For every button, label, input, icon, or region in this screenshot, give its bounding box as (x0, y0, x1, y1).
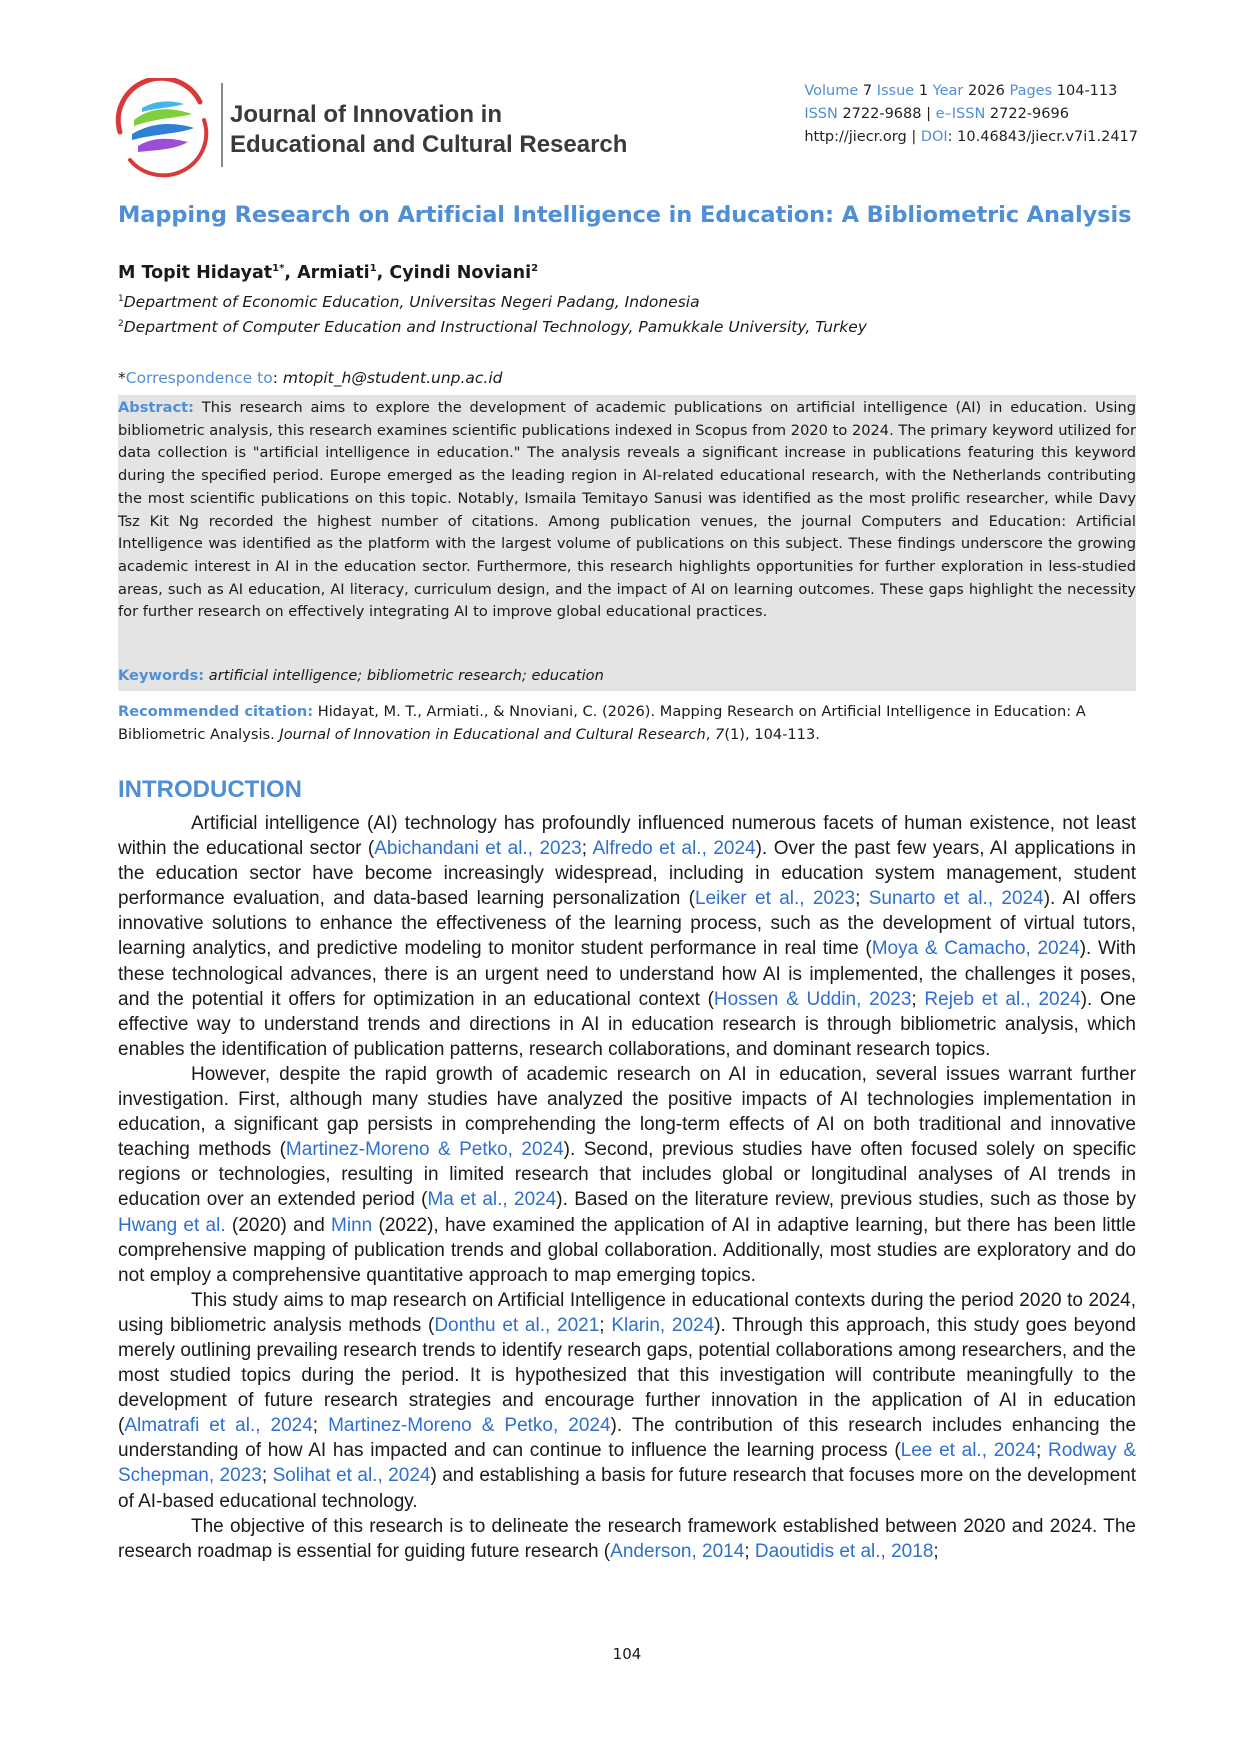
meta-value: 2722-9696 (989, 106, 1069, 122)
citation-link[interactable]: Rejeb et al., 2024 (924, 988, 1081, 1010)
body-text-segment: The objective of this research is to delineate the research framework established between 2020 and 2024. The research roadmap is essential for guiding future research ( (118, 1515, 1136, 1562)
keywords (118, 667, 604, 684)
recommended-citation-sep: , (705, 726, 716, 743)
author-name: M Topit Hidayat (118, 263, 273, 283)
abstract-text: This research aims to explore the development of academic publications on artificial intelligence (AI) in education. Using bibliometric analysis, this research examines scientific publications indexed in Scopus from 2020 to 2024. The primary keyword utilized for data collection is "artificial intelligence in education." The analysis reveals a significant increase in publications featuring this keyword during the specified period. Europe emerged as the leading region in AI-related educational research, with the Netherlands contributing the most scientific publications on this topic. Notably, Ismaila Temitayo Sanusi was identified as the most prolific researcher, while Davy Tsz Kit Ng recorded the highest number of citations. Among publication venues, the journal Computers and Education: Artificial Intelligence was identified as the platform with the largest volume of publications on this subject. These findings underscore the growing academic interest in AI in the education sector. Furthermore, this research highlights opportunities for further exploration in less-studied areas, such as AI education, AI literacy, curriculum design, and the impact of AI on learning outcomes. These gaps highlight the necessity for further research on effectively integrating AI to improve global educational practices. (118, 399, 1137, 621)
citation-link[interactable]: Alfredo et al., 2024 (592, 838, 756, 860)
citation-link[interactable]: Daoutidis et al., 2018 (754, 1540, 934, 1562)
citation-link[interactable]: Abichandani et al., 2023 (374, 838, 582, 860)
body-text-segment: ). With these technological advances, there is an urgent need to understand how AI is implemented, the challenges it poses, and the potential it offers for optimization in an educational context ( (118, 938, 1136, 1010)
affiliation-2 (118, 318, 867, 336)
body-paragraph-1 (118, 811, 1136, 1062)
affiliation-1-text: Department of Economic Education, Universitas Negeri Padang, Indonesia (123, 293, 700, 311)
keywords-text: artificial intelligence; bibliometric research; education (208, 667, 604, 684)
citation-link[interactable]: Sunarto et al., 2024 (868, 888, 1044, 910)
introduction-body (118, 811, 1136, 1564)
body-text-segment: ; (1035, 1440, 1048, 1462)
body-text-segment: ; (855, 888, 869, 910)
article-page (118, 0, 1136, 1754)
meta-doi-line[interactable] (804, 126, 1138, 149)
author-2 (297, 263, 377, 283)
body-text-segment: ) and establishing a basis for future research that focuses more on the development of AI-based educational technology. (118, 1465, 1136, 1512)
citation-link[interactable]: Donthu et al., 2021 (434, 1314, 600, 1336)
citation-link[interactable]: Anderson, 2014 (610, 1540, 745, 1562)
citation-link[interactable]: Lee et al., 2024 (900, 1440, 1036, 1462)
body-text-segment: ; (744, 1540, 755, 1562)
body-paragraph-2 (118, 1062, 1136, 1288)
author-list: M Topit Hidayat$^{1*}$, Armiati$^1$, Cyindi Noviani$^2$ (118, 263, 539, 283)
journal-logo-icon (108, 78, 218, 178)
abstract (118, 397, 1136, 624)
affiliation-2-marker: 2 (118, 318, 124, 329)
citation-link[interactable]: Leiker et al., 2023 (694, 888, 856, 910)
correspondence-email[interactable]: mtopit_h@student.unp.ac.id (282, 369, 503, 387)
body-text-segment: However, despite the rapid growth of academic research on AI in education, several issues warrant further investigation. First, although many studies have analyzed the positive impacts of AI technologies implementation in education, a significant gap persists in comprehending the long-term effects of AI on both traditional and innovative teaching methods ( (118, 1063, 1136, 1161)
author-name: Cyindi Noviani (389, 263, 532, 283)
article-title: Mapping Research on Artificial Intelligence in Education: A Bibliometric Analysis (118, 202, 1132, 228)
meta-value: http://jiecr.org | (804, 129, 921, 145)
body-text-segment: (2020) and (225, 1214, 332, 1236)
author-affiliation-marker: 1* (272, 263, 285, 275)
recommended-citation-label: Recommended citation: (118, 703, 314, 720)
citation-link[interactable]: Martinez-Moreno & Petko, 2024 (285, 1139, 564, 1161)
body-text-segment: ). Based on the literature review, previous studies, such as those by (556, 1189, 1136, 1211)
author-name: Armiati (297, 263, 370, 283)
body-text-segment: ). AI offers innovative solutions to enhance the effectiveness of the learning process, such as the development of virtual tutors, learning analytics, and predictive modeling to monitor student performance in real time ( (118, 888, 1137, 960)
meta-value: 2026 (967, 83, 1010, 99)
recommended-citation-text: Hidayat, M. T., Armiati., & Nnoviani, C. (2026). Mapping Research on Artificial Intelligence in Education: A Bibliometric Analysis. (118, 703, 1086, 743)
publication-meta (804, 80, 1138, 149)
affiliation-2-text: Department of Computer Education and Instructional Technology, Pamukkale University, Turkey (123, 318, 867, 336)
body-text-segment: ). The contribution of this research includes enhancing the understanding of how AI has impacted and can continue to influence the learning process ( (118, 1415, 1137, 1462)
author-affiliation-marker: 2 (531, 263, 539, 275)
body-text-segment: ; (599, 1314, 612, 1336)
meta-volume-issue-line (804, 80, 1138, 103)
meta-value: 7 (862, 83, 877, 99)
keywords-label: Keywords: (118, 667, 205, 684)
body-text-segment: ; (261, 1465, 273, 1487)
body-text-segment: ; (581, 838, 593, 860)
citation-link[interactable]: Almatrafi et al., 2024 (124, 1415, 313, 1437)
meta-value: 1 (918, 83, 933, 99)
meta-value: 2722-9688 | (842, 106, 936, 122)
journal-header (108, 78, 1138, 178)
correspondence-marker: * (118, 369, 126, 387)
correspondence: *Correspondence to: mtopit_h@student.unp.ac.id (118, 369, 503, 387)
affiliation-1-marker: 1 (118, 293, 124, 304)
citation-link[interactable]: Solihat et al., 2024 (272, 1465, 431, 1487)
body-paragraph-3 (118, 1288, 1136, 1514)
citation-link[interactable]: Ma et al., 2024 (427, 1189, 557, 1211)
body-text-segment: ). Through this approach, this study goes beyond merely outlining prevailing research trends to identify research gaps, potential collaborations among researchers, and the most studied topics during the period. It is hypothesized that this investigation will contribute meaningfully to the development of future research strategies and encourage further innovation in the application of AI in education ( (118, 1314, 1136, 1437)
body-text-segment: ; (312, 1415, 329, 1437)
body-text-segment: ). Over the past few years, AI applications in the education sector have become increasingly widespread, including in education system management, student performance evaluation, and data-based learning personalization ( (118, 838, 1136, 910)
citation-link[interactable]: Hossen & Uddin, 2023 (713, 988, 912, 1010)
correspondence-label: Correspondence to (125, 369, 273, 387)
meta-value: 104-113 (1056, 83, 1118, 99)
journal-name-line-2: Educational and Cultural Research (230, 131, 628, 158)
citation-link[interactable]: Moya & Camacho, 2024 (871, 938, 1080, 960)
author-affiliation-marker: 1 (369, 263, 377, 275)
meta-label: DOI (920, 129, 948, 145)
body-text-segment: Artificial intelligence (AI) technology has profoundly influenced numerous facets of human existence, not least within the educational sector ( (118, 813, 1136, 860)
affiliation-1 (118, 293, 700, 311)
meta-label: e–ISSN (935, 106, 990, 122)
meta-label: Issue (876, 83, 919, 99)
recommended-citation-journal: Journal of Innovation in Educational and Cultural Research (279, 726, 706, 743)
citation-link[interactable]: Minn (331, 1214, 373, 1236)
meta-label: Volume (804, 83, 863, 99)
journal-name (230, 100, 627, 160)
body-text-segment: ; (933, 1540, 939, 1562)
meta-label: Year (932, 83, 968, 99)
body-text-segment: ). Second, previous studies have often focused solely on specific regions or technologies, resulting in limited research that includes global or longitudinal analyses of AI trends in education over an extended period ( (118, 1139, 1137, 1211)
citation-link[interactable]: Hwang et al. (118, 1214, 226, 1236)
meta-value: : 10.46843/jiecr.v7i1.2417 (947, 129, 1138, 145)
journal-name-line-1: Journal of Innovation in (230, 101, 502, 128)
page-number: 104 (612, 1645, 642, 1663)
citation-link[interactable]: Martinez-Moreno & Petko, 2024 (328, 1415, 611, 1437)
meta-label: ISSN (804, 106, 843, 122)
abstract-label: Abstract: (118, 399, 194, 416)
citation-link[interactable]: Rodway & Schepman, 2023 (118, 1440, 1136, 1487)
body-text-segment: (2022), have examined the application of AI in adaptive learning, but there has been little comprehensive mapping of publication trends and global collaboration. Additionally, most studies are exploratory and do not employ a comprehensive quantitative approach to map emerging topics. (118, 1214, 1136, 1286)
citation-link[interactable]: Klarin, 2024 (611, 1314, 715, 1336)
recommended-citation-issue-pages: (1), 104-113. (724, 726, 820, 743)
meta-label: Pages (1009, 83, 1057, 99)
author-3 (389, 263, 538, 283)
body-text-segment: This study aims to map research on Artificial Intelligence in educational contexts during the period 2020 to 2024, using bibliometric analysis methods ( (118, 1289, 1136, 1336)
journal-logo (108, 78, 218, 178)
author-1 (118, 263, 284, 283)
logo-divider (221, 83, 223, 167)
body-text-segment: ). One effective way to understand trends and directions in AI in education research is through bibliometric analysis, which enables the identification of publication patterns, research collaborations, and dominant research topics. (118, 988, 1136, 1060)
recommended-citation-volume: 7 (715, 726, 725, 743)
recommended-citation (118, 700, 1136, 746)
meta-issn-line (804, 103, 1138, 126)
section-heading-introduction: INTRODUCTION (118, 776, 302, 803)
body-paragraph-4 (118, 1514, 1136, 1564)
body-text-segment: ; (911, 988, 925, 1010)
